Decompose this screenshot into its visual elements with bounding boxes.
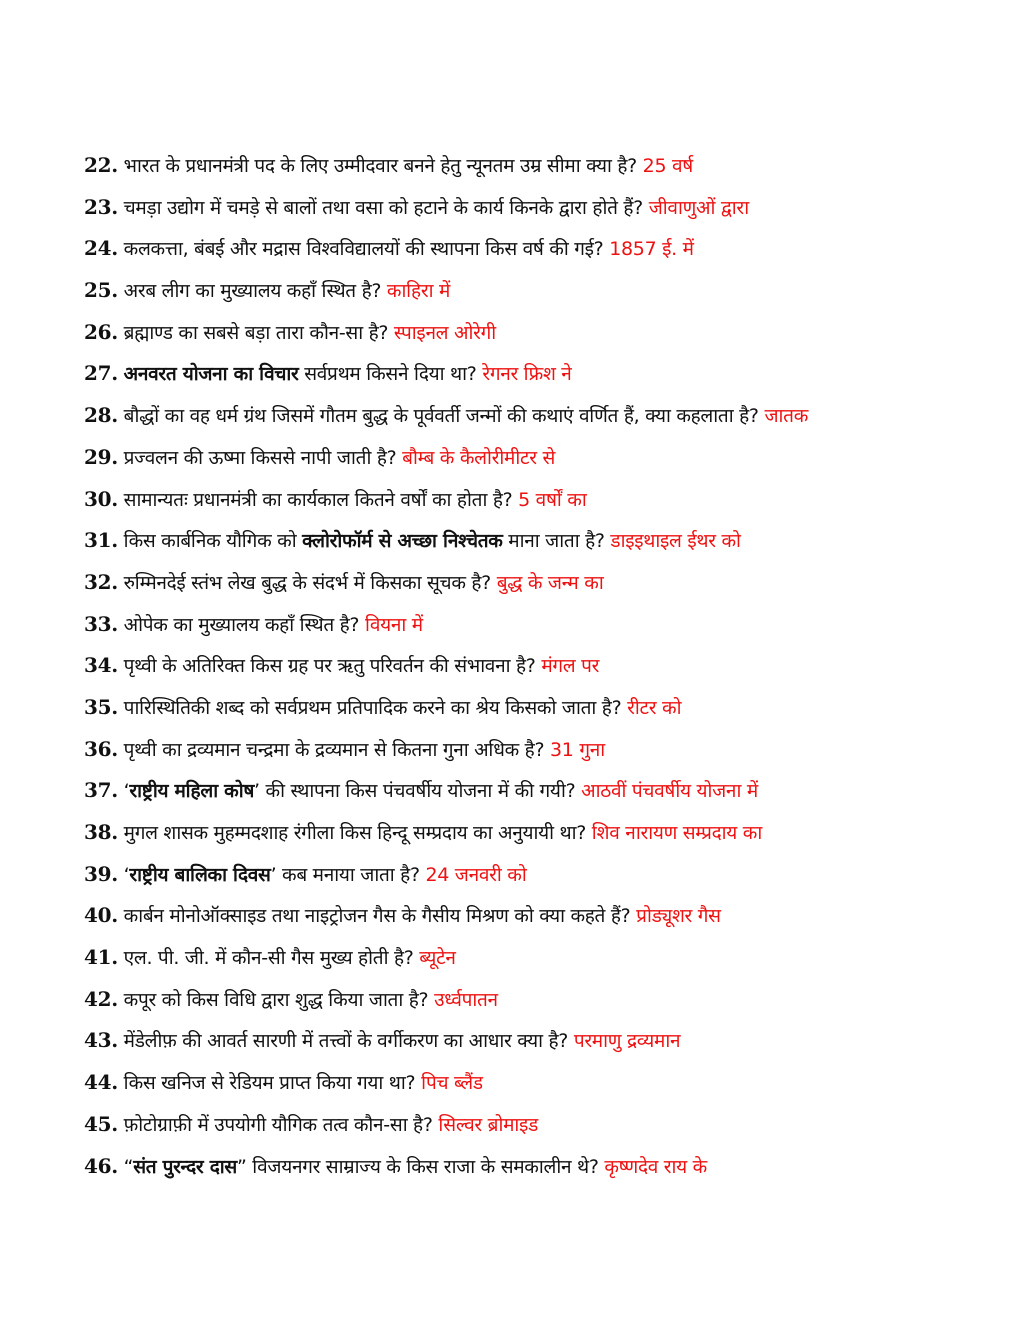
question-text-pre: फ़ोटोग्राफ़ी में उपयोगी यौगिक तत्व कौन-सा है?	[123, 1113, 433, 1136]
question-text-pre: रुम्मिनदेई स्तंभ लेख बुद्ध के संदर्भ में किसका सूचक है?	[123, 571, 491, 594]
question-text-pre: भारत के प्रधानमंत्री पद के लिए उम्मीदवार बनने हेतु न्यूनतम उम्र सीमा क्या है?	[123, 155, 637, 177]
question-row	[84, 525, 984, 567]
answer-text: पिच ब्लैंड	[421, 1072, 483, 1095]
question-row	[84, 692, 984, 734]
question-text-pre: किस खनिज से रेडियम प्राप्त किया गया था?	[123, 1072, 416, 1095]
question-row	[84, 1025, 984, 1067]
question-text	[124, 1114, 433, 1136]
question-row	[84, 942, 984, 984]
question-text-pre: प्रज्वलन की ऊष्मा किससे नापी जाती है?	[123, 446, 397, 469]
question-text-pre: कार्बन मोनोऑक्साइड तथा नाइट्रोजन गैस के गैसीय मिश्रण को क्या कहते हैं?	[123, 905, 631, 928]
question-number: 43.	[84, 1028, 118, 1053]
question-number: 40.	[84, 903, 118, 928]
question-row	[84, 609, 984, 651]
question-text-bold: राष्ट्रीय बालिका दिवस	[129, 863, 271, 886]
answer-text: बुद्ध के जन्म का	[496, 571, 604, 594]
question-row	[84, 275, 984, 317]
question-text-post: ’ कब मनाया जाता है?	[270, 863, 420, 886]
question-text	[124, 572, 491, 594]
question-row	[84, 900, 984, 942]
question-text-pre: चमड़ा उद्योग में चमड़े से बालों तथा वसा को हटाने के कार्य किनके द्वारा होते हैं?	[123, 196, 643, 219]
question-row	[84, 1109, 984, 1151]
question-text	[124, 238, 604, 260]
answer-text: प्रोड्यूशर गैस	[636, 905, 721, 928]
question-number: 30.	[84, 486, 118, 511]
answer-text: काहिरा में	[386, 280, 451, 303]
question-number: 24.	[84, 236, 118, 261]
answer-text: रेगनर फ्रिश ने	[482, 363, 572, 386]
question-row	[84, 859, 984, 901]
question-text-pre: “	[123, 1155, 134, 1178]
question-text-pre: अरब लीग का मुख्यालय कहाँ स्थित है?	[123, 280, 382, 303]
question-text-pre: सामान्यतः प्रधानमंत्री का कार्यकाल कितने वर्षों का होता है?	[123, 488, 513, 511]
question-text-bold: राष्ट्रीय महिला कोष	[129, 780, 255, 803]
question-row	[84, 442, 984, 484]
question-row	[84, 484, 984, 526]
question-text	[124, 447, 397, 469]
question-number: 23.	[84, 194, 118, 219]
question-row	[84, 358, 984, 400]
answer-text: 25 वर्ष	[642, 155, 693, 177]
question-text-pre: पारिस्थितिकी शब्द को सर्वप्रथम प्रतिपादिक करने का श्रेय किसको जाता है?	[123, 696, 622, 719]
question-number: 32.	[84, 569, 118, 594]
question-row	[84, 150, 984, 192]
question-text-bold: अनवरत योजना का विचार	[123, 363, 299, 386]
question-row	[84, 734, 984, 776]
question-text	[124, 489, 513, 511]
question-number: 26.	[84, 319, 118, 344]
question-row	[84, 233, 984, 275]
question-number: 42.	[84, 986, 118, 1011]
answer-text: परमाणु द्रव्यमान	[573, 1030, 681, 1053]
question-row	[84, 1151, 984, 1193]
question-row	[84, 1067, 984, 1109]
question-row	[84, 650, 984, 692]
answer-text: आठवीं पंचवर्षीय योजना में	[581, 780, 758, 803]
question-number: 34.	[84, 653, 118, 678]
answer-text: उर्ध्वपातन	[434, 988, 498, 1011]
question-text-pre: ओपेक का मुख्यालय कहाँ स्थित है?	[123, 613, 360, 636]
question-number: 37.	[84, 778, 118, 803]
question-text	[124, 989, 429, 1011]
question-text	[124, 1156, 599, 1178]
question-text	[124, 655, 536, 677]
question-text-bold: संत पुरन्दर दास	[133, 1155, 237, 1178]
answer-text: 1857 ई. में	[609, 238, 694, 261]
question-text-pre: एल. पी. जी. में कौन-सी गैस मुख्य होती है?	[123, 947, 414, 970]
question-text	[124, 1072, 416, 1094]
question-text-bold: क्लोरोफॉर्म से अच्छा निश्चेतक	[302, 530, 503, 553]
question-number: 38.	[84, 820, 118, 844]
question-text-pre: कलकत्ता, बंबई और मद्रास विश्वविद्यालयों की स्थापना किस वर्ष की गई?	[123, 238, 604, 261]
question-text	[124, 864, 420, 886]
answer-text: मंगल पर	[541, 655, 600, 678]
question-text	[124, 197, 643, 219]
question-text	[124, 739, 545, 761]
question-text-pre: मुगल शासक मुहम्मदशाह रंगीला किस हिन्दू सम्प्रदाय का अनुयायी था?	[123, 822, 587, 844]
answer-text: 24 जनवरी को	[425, 863, 527, 886]
answer-text: कृष्णदेव राय के	[604, 1155, 707, 1178]
question-text	[124, 905, 631, 927]
question-number: 35.	[84, 694, 118, 719]
question-text-pre: कपूर को किस विधि द्वारा शुद्ध किया जाता है?	[123, 988, 429, 1011]
question-number: 36.	[84, 736, 118, 761]
question-number: 22.	[84, 153, 118, 177]
question-text	[124, 947, 414, 969]
question-text-pre: किस कार्बनिक यौगिक को	[123, 530, 297, 553]
question-text	[124, 1030, 568, 1052]
question-text	[124, 780, 576, 802]
answer-text: डाइइथाइल ईथर को	[610, 530, 741, 553]
question-row	[84, 400, 984, 442]
question-text	[124, 322, 389, 344]
question-text	[124, 822, 586, 844]
question-number: 33.	[84, 611, 118, 636]
question-text-pre: पृथ्वी का द्रव्यमान चन्द्रमा के द्रव्यमान से कितना गुना अधिक है?	[123, 738, 545, 761]
question-text-post: ’ की स्थापना किस पंचवर्षीय योजना में की गयी?	[254, 780, 576, 803]
answer-text: 5 वर्षों का	[518, 488, 587, 511]
question-text-pre: बौद्धों का वह धर्म ग्रंथ जिसमें गौतम बुद्ध के पूर्ववर्ती जन्मों की कथाएं वर्णित हैं, क्या कहलाता है?	[123, 405, 759, 428]
answer-text: वियना में	[364, 613, 423, 636]
answer-text: बौम्ब के कैलोरीमीटर से	[402, 446, 556, 469]
question-number: 31.	[84, 528, 118, 553]
question-text-post: ” विजयनगर साम्राज्य के किस राजा के समकालीन थे?	[236, 1155, 599, 1178]
question-text	[124, 530, 605, 552]
question-row	[84, 817, 984, 859]
answer-text: शिव नारायण सम्प्रदाय का	[591, 822, 762, 844]
question-text-pre: पृथ्वी के अतिरिक्त किस ग्रह पर ऋतु परिवर्तन की संभावना है?	[123, 655, 536, 678]
question-text-pre: ‘	[123, 780, 130, 803]
question-row	[84, 567, 984, 609]
question-number: 29.	[84, 444, 118, 469]
answer-text: 31 गुना	[550, 738, 605, 761]
answer-text: स्पाइनल ओरेगी	[393, 321, 496, 344]
question-row	[84, 317, 984, 359]
question-number: 44.	[84, 1070, 118, 1095]
question-number: 25.	[84, 278, 118, 303]
question-text-post: सर्वप्रथम किसने दिया था?	[304, 363, 477, 386]
question-number: 41.	[84, 945, 118, 970]
question-number: 46.	[84, 1153, 118, 1178]
question-row	[84, 775, 984, 817]
question-text	[124, 280, 382, 302]
question-number: 28.	[84, 403, 118, 428]
question-list	[84, 150, 984, 1192]
answer-text: रीटर को	[627, 696, 682, 719]
answer-text: सिल्वर ब्रोमाइड	[438, 1113, 538, 1136]
question-number: 27.	[84, 361, 118, 386]
answer-text: जीवाणुओं द्वारा	[648, 196, 749, 219]
answer-text: जातक	[764, 405, 808, 428]
question-text	[124, 405, 759, 427]
question-row	[84, 192, 984, 234]
question-text-post: माना जाता है?	[508, 530, 605, 553]
question-text	[124, 614, 360, 636]
question-number: 45.	[84, 1111, 118, 1136]
question-text-pre: ‘	[123, 863, 130, 886]
question-text	[124, 697, 622, 719]
answer-text: ब्यूटेन	[419, 947, 456, 970]
question-text-pre: ब्रह्माण्ड का सबसे बड़ा तारा कौन-सा है?	[123, 321, 389, 344]
question-text	[124, 363, 477, 385]
question-row	[84, 984, 984, 1026]
question-text	[124, 155, 637, 177]
question-number: 39.	[84, 861, 118, 886]
question-text-pre: मेंडेलीफ़ की आवर्त सारणी में तत्त्वों के वर्गीकरण का आधार क्या है?	[123, 1030, 569, 1053]
